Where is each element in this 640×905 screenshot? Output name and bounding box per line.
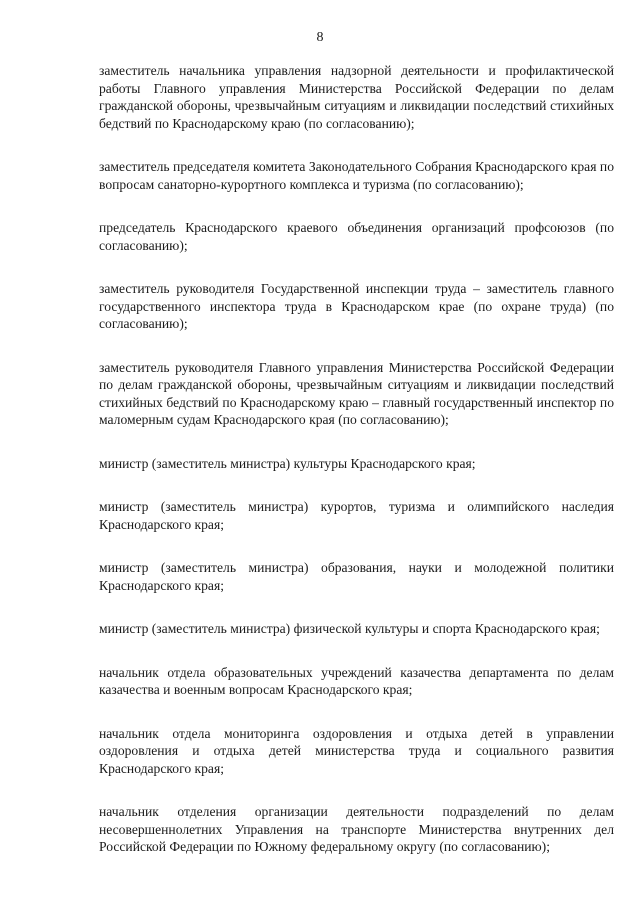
list-item: заместитель начальника управления надзорной деятельности и профилактической работы Главного управления Министерства Российской Федерации по делам гражданской обороны, чрезвычайным ситуациям и ликвидации последствий стихийных бедствий по Краснодарскому краю (по согласованию); bbox=[99, 63, 614, 131]
list-item: министр (заместитель министра) курортов, туризма и олимпийского наследия Краснодарского края; bbox=[99, 499, 614, 532]
list-item: министр (заместитель министра) образования, науки и молодежной политики Краснодарского края; bbox=[99, 560, 614, 593]
list-item: министр (заместитель министра) физической культуры и спорта Краснодарского края; bbox=[99, 621, 600, 636]
list-item: заместитель председателя комитета Законодательного Собрания Краснодарского края по вопросам санаторно-курортного комплекса и туризма (по согласованию); bbox=[99, 159, 614, 192]
list-item: начальник отдела образовательных учреждений казачества департамента по делам казачества и военным вопросам Краснодарского края; bbox=[99, 664, 614, 697]
list-item: начальник отделения организации деятельности подразделений по делам несовершеннолетних Управления на транспорте Министерства внутренних дел Российской Федерации по Южному федеральному округу (по согласованию); bbox=[99, 804, 614, 854]
list-item: заместитель руководителя Государственной инспекции труда – заместитель главного государственного инспектора труда в Краснодарском крае (по охране труда) (по согласованию); bbox=[99, 281, 614, 331]
list-item: министр (заместитель министра) культуры Краснодарского края; bbox=[99, 455, 476, 471]
list-item: начальник отдела мониторинга оздоровления и отдыха детей в управлении оздоровления и отдыха детей министерства труда и социального развития Краснодарского края; bbox=[99, 725, 614, 776]
list-item: председатель Краснодарского краевого объединения организаций профсоюзов (по согласованию); bbox=[99, 220, 614, 253]
list-item: заместитель руководителя Главного управления Министерства Российской Федерации по делам гражданской обороны, чрезвычайным ситуациям и ликвидации последствий стихийных бедствий по Краснодарскому краю – главный государственный инспектор по маломерным судам Краснодарского края (по согласованию); bbox=[99, 359, 614, 427]
page-number: 8 bbox=[316, 30, 324, 45]
member-list bbox=[99, 62, 614, 882]
